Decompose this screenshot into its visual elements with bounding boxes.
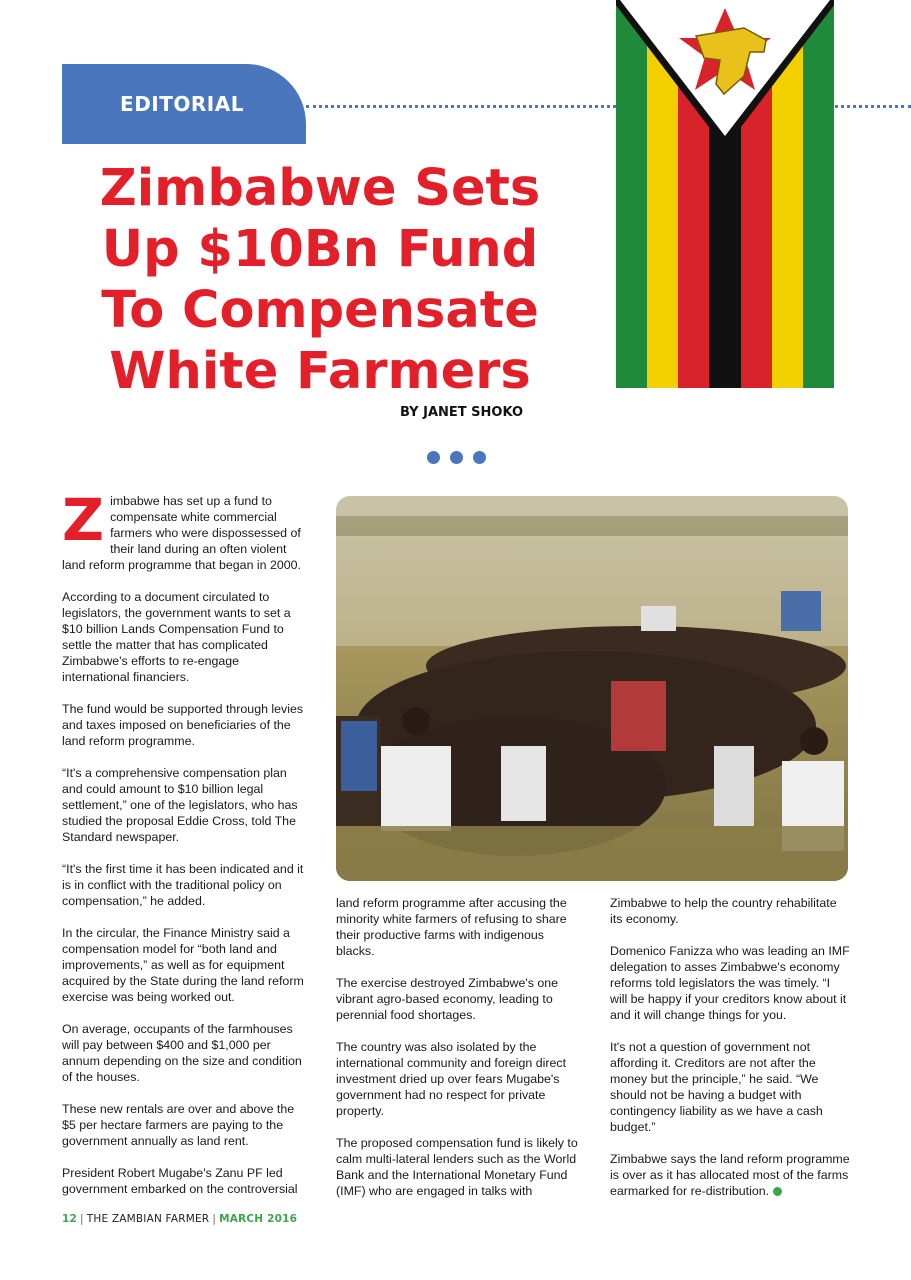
article-paragraph: “It's the first time it has been indicated and it is in conflict with the traditional policy on compensation,” he added. — [62, 862, 304, 908]
article-paragraph: According to a document circulated to legislators, the government wants to set a $10 billion Lands Compensation Fund to settle the matter that has complicated Zimbabwe's efforts to re-engage international financiers. — [62, 590, 291, 684]
article-paragraph: The exercise destroyed Zimbabwe's one vibrant agro-based economy, leading to perennial food shortages. — [336, 976, 559, 1022]
article-paragraph: “It's a comprehensive compensation plan and could amount to $10 billion legal settlement,” one of the legislators, who has studied the proposal Eddie Cross, told The Standard newspaper. — [62, 766, 298, 844]
article-paragraph: land reform programme after accusing the minority white farmers of refusing to share their productive farms with indigenous blacks. — [336, 896, 567, 958]
article-paragraph: On average, occupants of the farmhouses will pay between $400 and $1,000 per annum depending on the size and condition of the houses. — [62, 1022, 302, 1084]
issue-date: MARCH 2016 — [219, 1213, 298, 1225]
article-paragraph: These new rentals are over and above the $5 per hectare farmers are paying to the government annually as land rent. — [62, 1102, 295, 1148]
article-paragraph: The fund would be supported through levies and taxes imposed on beneficiaries of the land reform programme. — [62, 702, 304, 748]
zimbabwe-flag-icon — [616, 0, 834, 388]
byline: BY JANET SHOKO — [399, 405, 523, 420]
article-paragraph: Zimbabwe has set up a fund to compensate white commercial farmers who were dispossessed of their land during an often violent land reform programme that began in 2000. — [62, 486, 302, 572]
page-number: 12 — [62, 1213, 78, 1225]
article-paragraph: The proposed compensation fund is likely to calm multi-lateral lenders such as the World Bank and the International Monetary Fund (IMF) who are engaged in talks with — [336, 1136, 578, 1198]
section-label: EDITORIAL — [120, 92, 244, 116]
decorative-dots — [427, 451, 486, 464]
crowd-in-field-photo — [336, 496, 848, 881]
article-paragraph: President Robert Mugabe's Zanu PF led government embarked on the controversial — [62, 1166, 298, 1196]
article-column-1 — [62, 486, 305, 1213]
headline: Zimbabwe Sets Up $10Bn Fund To Compensate White Farmers — [99, 159, 541, 401]
end-mark-icon — [773, 1187, 782, 1196]
drop-cap: Z — [62, 486, 105, 554]
article-paragraph: The country was also isolated by the international community and foreign direct investment dried up over fears Mugabe's government had no respect for private property. — [336, 1040, 567, 1118]
section-tag — [62, 64, 306, 144]
article-column-3 — [610, 895, 850, 1215]
page-footer: 12 | THE ZAMBIAN FARMER | MARCH 2016 — [62, 1213, 298, 1225]
publication-name: THE ZAMBIAN FARMER — [86, 1213, 210, 1225]
article-paragraph: In the circular, the Finance Ministry said a compensation model for “both land and improvements,” as well as for equipment acquired by the State during the land reform exercise was being worked out. — [62, 926, 304, 1004]
article-paragraph: Domenico Fanizza who was leading an IMF delegation to asses Zimbabwe's economy reforms told legislators the was timely. “I will be happy if your creditors know about it and it will change things for you. — [610, 944, 850, 1022]
article-paragraph: It's not a question of government not affording it. Creditors are not after the money but the principle,” he said. “We should not be having a budget with contingency liability as we have a cash budget.” — [610, 1040, 823, 1134]
article-paragraph: Zimbabwe says the land reform programme is over as it has allocated most of the farms earmarked for re-distribution. — [610, 1152, 850, 1198]
article-paragraph: Zimbabwe to help the country rehabilitate its economy. — [610, 896, 837, 926]
article-column-2 — [336, 895, 580, 1215]
